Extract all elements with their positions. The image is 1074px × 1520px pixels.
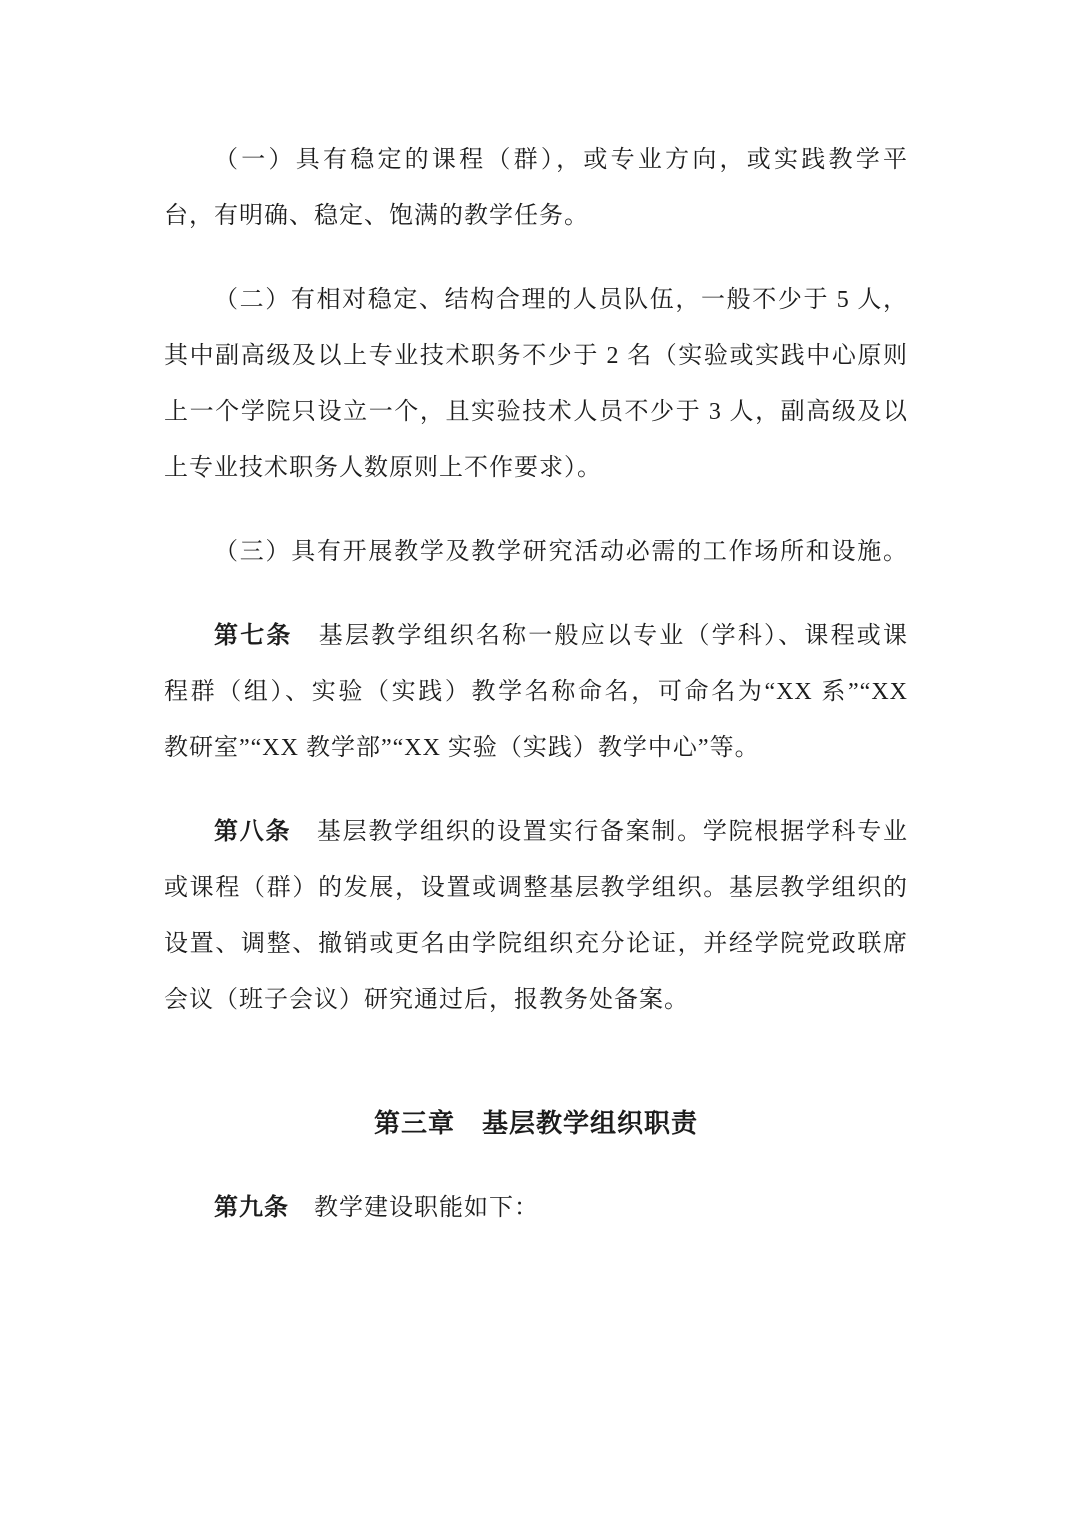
- text-line: [164, 608, 908, 664]
- article-number: 第九条: [214, 1195, 289, 1221]
- article-text: 会议（班子会议）研究通过后，报教务处备案。: [164, 987, 689, 1013]
- document-content: [164, 132, 908, 1264]
- article-number: 第七条: [214, 623, 293, 649]
- clause-text: 上一个学院只设立一个，且实验技术人员不少于 3 人，副高级及以: [164, 399, 908, 425]
- article-9-paragraph: [164, 1180, 908, 1236]
- clause-text: （一）具有稳定的课程（群），或专业方向，或实践教学平: [214, 147, 908, 173]
- article-text: 设置、调整、撤销或更名由学院组织充分论证，并经学院党政联席: [164, 931, 908, 957]
- text-line: [164, 1180, 908, 1236]
- article-text: 基层教学组织的设置实行备案制。学院根据学科专业: [291, 819, 909, 845]
- clause-paragraph-3: [164, 524, 908, 580]
- text-line: [164, 272, 908, 328]
- text-line: [164, 440, 908, 496]
- article-text: 或课程（群）的发展，设置或调整基层教学组织。基层教学组织的: [164, 875, 908, 901]
- article-number: 第八条: [214, 819, 292, 845]
- clause-paragraph-1: [164, 132, 908, 244]
- article-text: 程群（组）、实验（实践）教学名称命名，可命名为“XX 系”“XX: [164, 679, 908, 705]
- text-line: [164, 188, 908, 244]
- text-line: [164, 804, 908, 860]
- chapter-heading: 第三章 基层教学组织职责: [373, 1109, 698, 1138]
- clause-text: 上专业技术职务人数原则上不作要求）。: [164, 455, 602, 481]
- clause-text: 台，有明确、稳定、饱满的教学任务。: [164, 203, 589, 229]
- text-line: [164, 972, 908, 1028]
- clause-text: 其中副高级及以上专业技术职务不少于 2 名（实验或实践中心原则: [164, 343, 908, 369]
- text-line: [164, 720, 908, 776]
- text-line: [164, 328, 908, 384]
- article-text: 教研室”“XX 教学部”“XX 实验（实践）教学中心”等。: [164, 735, 760, 761]
- article-8-paragraph: [164, 804, 908, 1028]
- clause-text: （三）具有开展教学及教学研究活动必需的工作场所和设施。: [214, 539, 908, 565]
- article-text: 教学建设职能如下：: [289, 1195, 539, 1221]
- text-line: [164, 860, 908, 916]
- clause-text: （二）有相对稳定、结构合理的人员队伍，一般不少于 5 人，: [214, 287, 908, 313]
- clause-paragraph-2: [164, 272, 908, 496]
- text-line: [164, 916, 908, 972]
- article-text: 基层教学组织名称一般应以专业（学科）、课程或课: [292, 623, 908, 649]
- article-7-paragraph: [164, 608, 908, 776]
- text-line: [164, 384, 908, 440]
- text-line: [164, 664, 908, 720]
- text-line: [164, 132, 908, 188]
- text-line: [164, 524, 908, 580]
